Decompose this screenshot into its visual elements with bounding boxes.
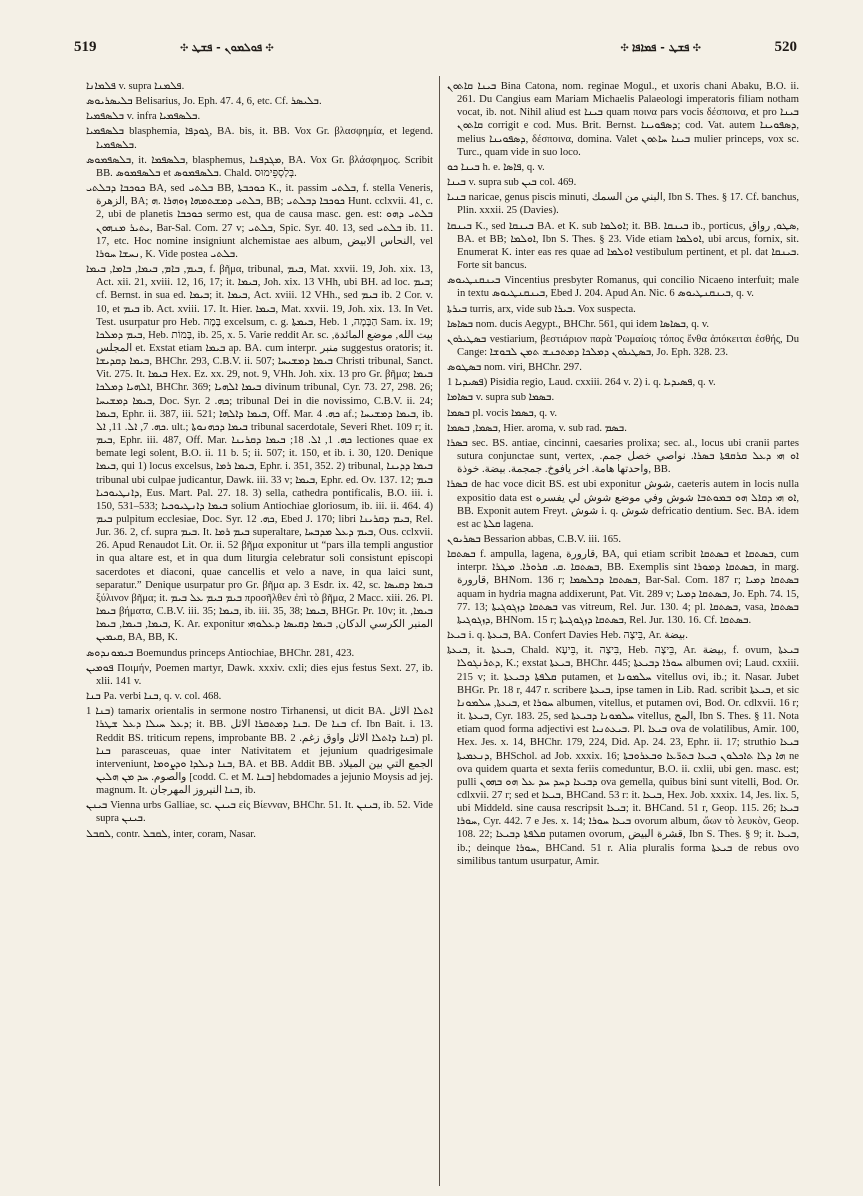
dictionary-entry: ܒܣܪܐ sec. BS. antiae, cincinni, caesaries prolixa; sec. al., locus ubi cranii partes sutura conjunctae sunt, vertex, ܐܘ ܗܝ ܕܥܠ ܩܪܩܦܬܐ ܒܣܪܐ. نواصي خصل جمم. واحدتها هامة. اخر يافوخ. جمجمة. بيضة. خوذة, BB. xyxy=(447,437,799,476)
dictionary-entry: ܟܘܟܒܐ ܕܒܠܬܝ BA, sed ܒܠܬܝ BB, ܟܘܟܒܬܐ K., it. passim ܒܠܬܝ, f. stella Veneris, الزهرة, BA; ܒܠܬܝ ܕܡܫܬܡܗܐ ܙܘܗܪܐ .ܗ, BB; ܟܘܟܒܐ ܕܒܠܬܝ Hunt. cclxvii. 41, c. 2, ubi de planetis ܟܘܟܒܐ sermo est, qua de causa masc. gen. est: ܒܠܬܝ ܕܗܘ ܝܬܝܪ ܡܢܗܘܢ, Bar-Sal. Com. 27 v; ܒܠܬܝ, Spic. Syr. 40. 13, sed ܒܠܬܝ ib. 11. 17, etc. Hoc nomine insigniunt alchemistae aes album, النحاس الابيض, vel ܢܚܫܐ ܚܘܪܐ, K. Vide postea ܒܠܬܝ. xyxy=(86,183,433,260)
dictionary-entry: ܒܝܢܐ ܟܘ h. e. ܦܐܣܐ, q. v. xyxy=(447,161,545,173)
dictionary-entry: ܒܣܡܐ pl. vocis ܒܣܡܐ, q. v. xyxy=(447,407,558,419)
dictionary-entry: ܒܣܡܐ, ܒܣܡܐ, Hier. aroma, v. sub rad. ܒܣܡ. xyxy=(447,422,627,434)
dictionary-entry: ܒܝܢܩܢܛܝܘܣ Vincentius presbyter Romanus, qui concilio Nicaeno interfuit; male in textu ܒܝܢܩܢܛܝܘܣ, Ebed J. 204. Apud An. Nic. 6 ܒܝܢܩܢܛܝܘܣ, q. v. xyxy=(447,275,799,300)
dictionary-entry: ܒܢܐ Pa. verbi ܒܢܐ, q. v. col. 468. xyxy=(86,691,222,703)
dictionary-entry: ܒܣܛܘܣ nom. viri, BHChr. 297. xyxy=(447,362,582,374)
dictionary-entry: ܦܣܝܕܝܐ 1) Pisidia regio, Laud. cxxiii. 264 v. 2) i. q. ܦܣܝܕܝܐ, q. v. xyxy=(447,377,716,389)
dictionary-entry: ܒܝܢܢ Vienna urbs Galliae, sc. ܒܝܢܢ εἰς Βίενναν, BHChr. 51. It. ܒܝܢܢ, ib. 52. Vide supra ܒܝܢܢ. xyxy=(86,800,433,825)
dictionary-entry: ܒܝܢܩܐ K., sed ܒܝܢܩܐ BA. et K. sub ܐܘܠܡܐ; it. BB. ܒܝܢܩܐ ib., porticus, ܣܛܘ, رواق, BA. et BB; ܐܘܠܡܐ, Ibn S. Thes. § 23. Vide etiam ܐܘܠܡܐ, ubi arcus, fornix, sit. Enumerat K. inter eas res quae ad ܐܘܠܡܐ vestibulum pertinent, et pl. dat ܒܝܢܩܐ. Forte sit bancus. xyxy=(447,220,799,272)
right-page-number: 520 xyxy=(774,39,797,55)
dictionary-entry: ܒܣܐܣܐ nom. ducis Aegypt., BHChr. 561, qui idem ܒܣܐܣܐ, q. v. xyxy=(447,318,710,330)
left-running-head-text: ܦܘܠܡܘܢ - ܦܫܛ xyxy=(191,41,263,54)
column-divider xyxy=(439,76,440,1186)
ornament-icon: ✣ xyxy=(265,43,274,54)
ornament-icon: ✣ xyxy=(692,43,701,54)
ornament-icon: ✣ xyxy=(180,43,189,54)
dictionary-entry: ܒܢܐ 1) tamarix orientalis in sermone nostro Tirhanensi, ut dicit BA. ܐܬܠܐ الاثل ܕܥܠ ܚܝܠܐ ܕܥܠ ܫܛܪܐ; it. BB. ܒܢܐ ܕܡܬܩܪܐ الاثل. De ܒܢܐ cf. Ibn Bait. i. 13. Reddit BS. triticum repens, improbante BB. ܒܢܐ ܕܐܬܠܐ الاثل واوق زغم. 2) pl. ܒܢܐ parasceuas, quae inter Nativitatem et jejunium quadrigesimale interveniunt, ܒܢܐ ܕܝܠܕܐ ܘܕܨܘܡܐ, BA. et BB. Addit BB. الجمع التي بين الميلاد والصوم. ܚܕ ܡܢ ܗܠܝܢ [codd. C. et M. ܒܢܐ] hebdomades a jejunio Moysis ad jej. magnum. It. ܒܢܐ النيروز المهرجان, ib. xyxy=(86,706,433,797)
dictionary-entry: ܦܠܡܐܢܐ v. supra ܦܠܡܢܐ. xyxy=(86,81,185,92)
dictionary-entry: ܒܠܣܦܡܝܐ blasphemia, ܓܘܕܦܐ, BA. bis, it. BB. Vox Gr. βλασφημία, et legend. ܒܠܣܦܡܝܐ. xyxy=(86,126,433,151)
dictionary-entry: ܒܝܥܬܐ, it. ܒܝܥܬܐ, Chald. בֵּיעָא, it. בִּיצָה, Heb. בֵּיצָה, Ar. بيضة, f. ovum, ܒܝܥܬܐ ܕܬܪܢܓܘܠܐ, K.; exstat ܒܝܥܬܐ, BHChr. 445; ܚܘܪܐ ܕܒܝܥܬܐ albumen ovi; Laud. cxxiii. 215 v; it. ܩܠܦܬܐ ܕܒܝܥܬܐ putamen, et ܚܠܡܘܢܐ vitellus ovi, ib.; it. Nasar. Jubet BHGr. Pr. 18 r, 447 r. scribere ܒܝܥܬܐ, ipse tamen in Lib. Rad. scribit ܒܝܥܬܐ, et sic ܒܝܥܬܐ, ܚܠܡܘܢܐ, et ܚܘܪܐ albumen, vitellus, et putamen ovi, Bod. Or. cdlxvii. 16 r; it. ܒܝܥܬܐ, Cyr. 183. 25, sed ܚܠܡܘܢܐ ܕܒܝܥܬܐ vitellus, المح, Ibn S. Thes. § 11. Nota etiam quod forma adjectivi est ܒܝܥܬܢܝܐ. Pl. ܒܝܥܐ ova de volatilibus, Amir. 100, Hex. Jes. x. 14, BHChr. 179, 224, Did. Ap. 24. 23, Ephr. ii. 17; struthio ܒܝܥܐ ܕܢܥܡܝܬܐ, BHSchol. ad Job. xxxix. 16; ܗܐ ܕܠܐ ܬܐܟܠܘܢ ܒܝܥܐ ܒܬܪ̈ܥܐ ܘܒܥܪܘܒܬܐ ne ova quidem quarta et sexta feriis comeduntur, B.O. ii. cxlii, ubi gen. masc. est; pulli ܕܒܝܥܐ ܕܚܕ ܚܕ ܥܠ ܗܘ ܒܗܘܢ ova gemella, quibus bini sunt vitelli, Bod. Or. cdlxvii. 27 r; sed et ܒܝܥܐ, BHCand. 53 r: it. ܒܝܥܐ, Hex. Job. xxxix. 14, Jes. lix. 5, ubi Middeld. sine causa rescripsit ܒܝܥܐ; it. BHCand. 51 r, Geop. 115. 26; ܒܝܥܐ ܚܘܪܐ, Cyr. 442. 7 e Jes. x. 14; ܒܝܥܐ ܚܘܪܐ ovorum album, ὤων τὸ λευκὸν, Geop. 108. 22; ܩܠܦܬܐ ܕܒܝܥܐ putamen ovorum, قشرة البيض, Ibn S. Thes. § 9; it. ܒܝܥܐ, ib.; deinque ܚܘܪܐ, BHCand. 51 r. Alia pluralis forma ܒܝܥܬܐ de rebus ovo similibus tantum usurpatur, Amir. xyxy=(447,645,799,867)
right-column xyxy=(447,80,799,1185)
dictionary-entry: ܒܝܡ, ܒܐܡ, ܒܝܡܐ, ܒܐܡܐ, ܒܝܡܐ, f. βῆμα, tribunal, ܒܝܡ, Mat. xxvii. 19, Joh. xix. 13, Act. xii. 21, xviii. 12, 16, 17; it. ܒܝܡܐ, Joh. xix. 13 VHh, ubi BH. ad loc. ܒܝܡ; cf. Bernst. in sua ed. ܒܝܡܐ; it. ܒܝܡܐ, Act. xviii. 12 VHh., sed ܒܝܡ ib. 2 Cor. v. 10, et ܒܝܡ ib. Act. xviii. 17. It. Hier. ܒܝܡܐ, Mat. xxvii. 19, Joh. xix. 13. In Vet. Test. usurpatur pro Heb. בָּמָה excelsum, c. g. ܒܝܡܬܐ, Heb. הַבָּמָה, 1 Sam. ix. 19; ܒܝܡ ܕܡܠܟܐ, Heb. בָּמוֹת, ib. 25, x. 5. Varie reddit Ar. sc. بيت الله, موضع المائدة, المجلس et. Exstat etiam ܒܝܡܐ ap. BA. cum interpr. منبر suggestus oratoris; it. ܒܝܡܐ ܕܩܕܝܫܐ, BHChr. 293, C.B.V. ii. 507; ܒܝܡܐ ܕܡܫܝܚܐ Christi tribunal, Sanct. Vit. 275. It. ܒܝܡܐ Hex. Ez. xx. 29, not. 9, VHh. Joh. xix. 13 pro Gr. βῆμα; ܒܝܡܐ ܐܠܗܝܐ ܕܡܠܟܐ, BHChr. 369; ܒܝܡܐ ܐܠܗܝܐ divinum tribunal, Cyr. 73. 27, 298. 26; ܒܝܡܐ ܕܡܫܝܚܐ, Doc. Syr. ܟܗ. 2; tribunal Dei in die novissimo, C.B.V. ii. 24; ܒܝܡܐ, Ephr. ii. 387, iii. 521; ܒܝܡܐ ܕܐܠܗܐ, Off. Mar. ܟܗ. 4 af.; ܒܝܡܐ ܕܡܫܝܚܐ, ib. ܟܗ. 7, ܐܠ. 11, ܐܠ. ult.; ܒܝܡܐ ܕܟܗܢܘܬܐ tribunal sacerdotale, Severi Rhet. 109 r; it. ܒܝܡ, Ephr. iii. 487, Off. Mar. ܟܗ. 1, ܐܠ. 18; ܒܝܡܐ ܕܩܪܝܢܐ lectiones quae ex bemate legi solent, B.O. ii. 11 b. 5; ii. 507; it. 150, et ib. i. 30, 120. Denique ܒܝܡܐ, qui 1) locus excelsus, ܒܝܡܐ ܪܡܐ, Ephr. i. 351, 352. 2) tribunal, ܒܝܡܐ ܕܕܝܢܐ tribunal ubi culpae judicantur, Dawk. iii. 33 v; ܒܝܡܐ, Ephr. ed. Ov. 137. 12; ܒܝܡ ܕܐܢܛܝܘܟܝܐ, Eus. Mart. Pal. 27. 18. 3) sella, cathedra pontificalis, B.O. iii. i. 150, 531–533; ܒܝܡܐ ܕܐܢܛܝܘܟܝܐ solium Antiochiae gloriosum, ib. iii. ii. 464. 4) ܒܝܡ pulpitum ecclesiae, Doc. Syr. ܟܗ. 12, Ebed J. 170; libri ܒܝܡ ܕܩܪܝܢܐ, Rel. Jur. 36. 2, cf. supra ܒܝܡ. It. ܒܝܡ ܪܡܐ superaltare, ܒܝܡ ܕܥܠ ܡܕܒܚܐ, Ous. cclxvii. 26. Apud Renaudot Lit. Or. ii. 52 βῆμα exponitur ut “pars illa templi angustior in qua altare est, et in qua dum liturgia celebratur soli consistunt episcopi sacerdotes et diaconi, quae cancellis et velo a nave, in qua laici sunt, separatur.” Denique usurpatur pro Gr. βῆμα ap. 3 Esdr. ix. 42, sc. ܒܝܡܐ ܕܩܝܣܐ ξύλινον βῆμα; it. ܒܝܡ ܒܝܡ ܥܠ ܒܝܡ προσῆλθεν ἐπὶ τὸ βῆμα, 2 Macc. xiii. 26. Pl. ܒܝܡܐ βήματα, C.B.V. iii. 35; ܒܝܡܐ, ib. iii. 35, 38; ܒܝܡܐ, BHGr. Pr. 10v; it. ܒܝܡܐ, ܒܝܡܐ, ܒܝܡܐ, ܒܝܡܐ, K. Ar. exponitur المنبر الكرسي الدكان, ܒܝܡܐ ܕܩܝܣܐ ܕܥܠܘܗܝ ܩܝܡܝܢ, BA, BB, K. xyxy=(86,264,433,644)
dictionary-entry: ܒܢܝܐ naricae, genus piscis minuti, البني من السمك, Ibn S. Thes. § 17. Cf. banchus, Plin. xxxii. 25 (Davies). xyxy=(447,192,799,217)
dictionary-entry: ܦܘܡܝܢ Ποιμήν, Poemen martyr, Dawk. xxxiv. cxli; dies ejus festus Sext. 27, ib. xlii. 141 v. xyxy=(86,662,433,687)
left-page-number: 519 xyxy=(74,39,97,55)
dictionary-entry: ܒܝܢܐ v. supra sub ܒܝܢ col. 469. xyxy=(447,177,577,189)
dictionary-entry: ܒܝܢܐ ܩܐܬܘܢ Bina Catona, nom. reginae Mogul., et uxoris chani Abaku, B.O. ii. 261. Du Cangius eam Mariam Michaelis Palaeologi imperatoris filiam notham vocat, ib. not. Nihil aliud est ܒܝܢܐ quam ποινα pars vocis δέσποινα, et pro ܒܝܢܐ ܩܐܬܘܢ corrigit e cod. Mus. Brit. Bernst. ܕܣܦܘܝܢܐ; cod. Vat. autem ܕܣܦܘܝܢܐ, melius ܕܣܦܘܝܢܐ, δέσποινα, domina. Valet ܒܝܢܐ ܚܐܬܘܢ mulier princeps, vox sc. Turc., quam vide in suo loco. xyxy=(447,81,799,158)
ornament-icon: ✣ xyxy=(620,43,629,54)
right-running-head xyxy=(620,36,701,60)
dictionary-entry: ܒܠܝܣܪܝܘܣ Belisarius, Jo. Eph. 47. 4, 6, etc. Cf. ܒܠܝܣܪ. xyxy=(86,96,322,108)
left-running-head xyxy=(180,36,274,60)
right-header xyxy=(445,36,797,58)
left-header xyxy=(74,36,434,58)
left-column xyxy=(86,80,433,1185)
dictionary-entry: ܒܣܪܝܘܢ Bessarion abbas, C.B.V. iii. 165. xyxy=(447,534,621,545)
dictionary-entry: ܒܣܪܐ de hac voce dicit BS. est ubi exponitur شوش, caeteris autem in locis nulla expositio data est ܐܘ ܗܝ ܕܩܐܠ ܗܘ ܒܡܘܬܒܐ شوش وفي موضع شوش لي يفسره, BB. Exponit autem Freyt. شوش i. q. شوش defricatio dentium. Sec. BA. idem est ac ܩܠܬܐ lagena. xyxy=(447,479,799,530)
dictionary-entry: ܒܠܣܦܡܘܣ, it. ܒܠܣܦܡܐ, blasphemus, ܡܓܕܦܢܐ, BA. Vox Gr. βλάσφημος. Scribit BB. ܒܠܣܦܡܘܣ et ܒܠܣܦܡܘܣ. Chald. בְּלַסְפֵּימוּס. xyxy=(86,154,433,179)
dictionary-entry: ܒܣܛܝܪܘܢ vestiarium, βεστιάριον παρὰ Ῥωμαίοις τόπος ἔνθα ἀπόκειται ἐσθής, Du Cange: ܒܣܛܝܪܘܢ ܕܡܠܟܐ ܕܡܬܟܢܫ ܬܡܢ ܠܒܘܫܐ, Jo. Eph. 328. 23. xyxy=(447,333,799,358)
dictionary-entry: ܒܣܐܡܐ v. supra sub ܒܣܡܐ. xyxy=(447,392,555,404)
dictionary-entry: ܒܣܬܩܐ f. ampulla, lagena, قارورة, BA, qui etiam scribit ܒܣܬܩܐ et ܒܣܬܩܐ, cum interpr. ܒܣܬܩܐ .ܩ. ܩܪܘܪܐ. ܡܛܪܐ, BB. Exemplis sint ܒܣܬܩܐ ܕܡܘܪܐ, in marg. قارورة, BHNom. 136 r; ܒܣܬܩܐ ܕܒܠܣܡܐ, Bar-Sal. Com. 187 r; ܒܣܬܩܐ ܕܡܝܐ aquam in hydria magna addixerunt, Pat. Vit. 289 v; ܒܣܬܩܐ ܕܡܝܐ, Jo. Eph. 74. 15, 77. 13; ܒܣܬܩܐ ܕܙܓܘܓܝܬܐ vas vitreum, Rel. Jur. 130. 4; pl. ܒܣܬܩܐ, vasa, ܒܣܬܩܐ ܕܙܓܘܓܝܬܐ, BHNom. 15 r; ܒܣܬܩܐ ܕܙܓܘܓܝܬܐ, Rel. Jur. 130. 16. Cf. ܒܣܬܩܐ. xyxy=(447,549,799,626)
dictionary-entry: ܒܝܪܬܐ turris, arx, vide sub ܒܝܪܐ. Vox suspecta. xyxy=(447,303,636,315)
right-running-head-text: ܦܫܛ - ܦܡܐܦܐ xyxy=(632,41,690,54)
dictionary-entry: ܒܠܣܦܡܝܐ v. infra ܒܠܣܦܡܝܐ. xyxy=(86,111,201,123)
dictionary-entry: ܒܝܥܐ i. q. ܒܝܥܬܐ, BA. Confert Davies Heb. בֵּיצָה, Ar. بيضة. xyxy=(447,630,688,642)
dictionary-entry: ܒܝܡܘܢܕܘܣ Boemundus princeps Antiochiae, BHChr. 281, 423. xyxy=(86,647,355,659)
dictionary-entry: ܠܩܒܠ, contr. ܠܩܒܠ, inter, coram, Nasar. xyxy=(86,828,256,840)
